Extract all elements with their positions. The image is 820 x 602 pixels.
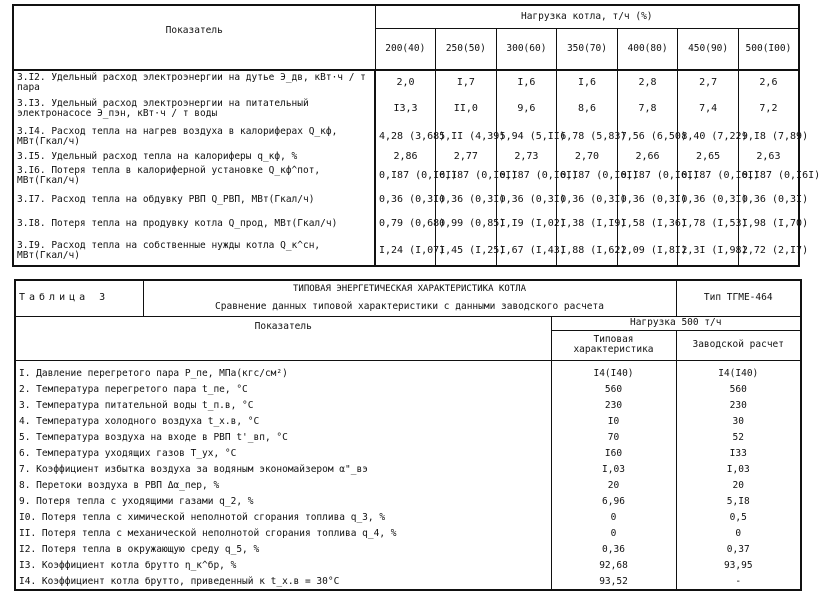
row-value-factory: 93,95 [676,558,801,574]
row-value-typical: 20 [551,478,676,494]
row-value-typical: 0 [551,526,676,542]
row-value: I,78 (I,53) [678,212,739,236]
row-value-factory: 0,37 [676,542,801,558]
row-label: I2. Потеря тепла в окружающую среду q_5, % [15,542,551,558]
row-value-typical: I60 [551,446,676,462]
row-value-factory: 5,I8 [676,494,801,510]
row-value: 0,I87 (0,I6I) [678,164,739,188]
row-value: I,I9 (I,02) [496,212,557,236]
row-value: 0,79 (0,68) [375,212,436,236]
column-header-typical: Типовая характеристика [551,330,676,360]
table-row [13,188,799,212]
row-value: 2,3I (I,98) [678,236,739,266]
table-row [13,124,799,150]
row-value: 2,6 [738,70,799,94]
row-value: 0,36 (0,3I) [557,188,618,212]
row-value: 2,77 [436,150,497,164]
column-header-parameter: Показатель [13,5,375,70]
load-header: Нагрузка 500 т/ч [551,316,801,330]
row-label: 3.I5. Удельный расход тепла на калориферы q_кф, % [13,150,375,164]
row-value: 2,8 [617,70,678,94]
row-value: 2,86 [375,150,436,164]
row-value: II,0 [436,94,497,124]
row-value: 5,94 (5,II) [496,124,557,150]
row-value: I,88 (I,62) [557,236,618,266]
load-column-header: 300(60) [496,29,557,71]
row-value: I,38 (I,I9) [557,212,618,236]
row-value: 0,99 (0,85) [436,212,497,236]
row-label: 3. Температура питательной воды t_п.в, °C [15,398,551,414]
row-value: 0,I87 (0,I6I) [738,164,799,188]
table-row [13,150,799,164]
row-label: 3.I7. Расход тепла на обдувку РВП Q_РВП, МВт(Гкал/ч) [13,188,375,212]
row-value: 2,70 [557,150,618,164]
table-row [13,236,799,266]
table-row [13,94,799,124]
row-value-factory: I,03 [676,462,801,478]
table-row [15,366,801,382]
row-label: I4. Коэффициент котла брутто, приведенный к t_х.в = 30°C [15,574,551,590]
row-value-typical: 560 [551,382,676,398]
row-value-typical: 0 [551,510,676,526]
row-value: I,67 (I,43) [496,236,557,266]
row-value: 0,36 (0,3I) [496,188,557,212]
row-value-typical: I,03 [551,462,676,478]
table-row [15,430,801,446]
table-row [15,398,801,414]
row-label: I3. Коэффициент котла брутто η_к^бр, % [15,558,551,574]
row-value: I,6 [496,70,557,94]
row-label: 9. Потеря тепла с уходящими газами q_2, % [15,494,551,510]
row-label: 6. Температура уходящих газов Т_ух, °C [15,446,551,462]
row-value: I,58 (I,36) [617,212,678,236]
table-number: Таблица 3 [15,280,143,316]
row-value: 5,II (4,39) [436,124,497,150]
load-column-header: 500(I00) [738,29,799,71]
row-value-typical: I4(I40) [551,366,676,382]
title-line-2: Сравнение данных типовой характеристики с данными заводского расчета [215,301,604,313]
row-value: 2,66 [617,150,678,164]
table-3-comparison [14,279,802,591]
table-row [15,542,801,558]
row-value-factory: I4(I40) [676,366,801,382]
table-row [15,462,801,478]
row-value: 0,I87 (0,I6I) [436,164,497,188]
row-value-typical: 230 [551,398,676,414]
load-header: Нагрузка котла, т/ч (%) [375,5,799,29]
row-value-factory: 52 [676,430,801,446]
load-column-header: 250(50) [436,29,497,71]
row-value: 7,8 [617,94,678,124]
row-value: 7,2 [738,94,799,124]
row-value: 2,73 [496,150,557,164]
row-value: 2,7 [678,70,739,94]
row-value-typical: I0 [551,414,676,430]
table-unit-consumption [12,4,820,267]
table-row [15,494,801,510]
table-row [13,70,799,94]
row-value: 4,28 (3,68) [375,124,436,150]
row-value: 0,36 (0,3I) [617,188,678,212]
table-row [13,212,799,236]
row-value: I,45 (I,25) [436,236,497,266]
row-label: II. Потеря тепла с механической неполнотой сгорания топлива q_4, % [15,526,551,542]
column-header-factory: Заводской расчет [676,330,801,360]
row-value-factory: 0,5 [676,510,801,526]
table-row [15,574,801,590]
row-label: 3.I6. Потеря тепла в калориферной установке Q_кф^пот, МВт(Гкал/ч) [13,164,375,188]
row-value: 8,40 (7,22) [678,124,739,150]
row-value-typical: 92,68 [551,558,676,574]
table-row [15,510,801,526]
table-title [143,280,676,316]
row-value-factory: 230 [676,398,801,414]
row-value: 0,36 (0,3I) [436,188,497,212]
row-value: 0,I87 (0,I6I) [375,164,436,188]
row-value: 9,I8 (7,89) [738,124,799,150]
row-label: 3.I2. Удельный расход электроэнергии на дутье Э_дв, кВт·ч / т пара [13,70,375,94]
table-row [15,526,801,542]
load-column-header: 450(90) [678,29,739,71]
row-value: 6,78 (5,83) [557,124,618,150]
table-row [15,558,801,574]
load-column-header: 350(70) [557,29,618,71]
row-label: 7. Коэффициент избытка воздуха за водяным экономайзером α"_вэ [15,462,551,478]
row-value-factory: I33 [676,446,801,462]
row-value: 0,I87 (0,I6I) [617,164,678,188]
row-value: I,7 [436,70,497,94]
row-value: 2,63 [738,150,799,164]
row-value-factory: 0 [676,526,801,542]
row-value: 9,6 [496,94,557,124]
title-line-1: ТИПОВАЯ ЭНЕРГЕТИЧЕСКАЯ ХАРАКТЕРИСТИКА КОТЛА [293,283,526,294]
row-value-factory: 20 [676,478,801,494]
row-value: 0,I87 (0,I6I) [557,164,618,188]
row-value: 2,65 [678,150,739,164]
table-row [15,414,801,430]
row-value: 0,I87 (0,I6I) [496,164,557,188]
row-label: 8. Перетоки воздуха в РВП Δα_пер, % [15,478,551,494]
row-value-typical: 0,36 [551,542,676,558]
row-value: 2,72 (2,I7) [738,236,799,266]
table-row [15,382,801,398]
boiler-type: Тип ТГМЕ-464 [676,280,801,316]
row-label: I0. Потеря тепла с химической неполнотой сгорания топлива q_3, % [15,510,551,526]
row-value: 0,36 (0,3I) [678,188,739,212]
row-value: I,98 (I,70) [738,212,799,236]
row-value: 7,56 (6,50) [617,124,678,150]
row-label: I. Давление перегретого пара P_пе, МПа(кгс/см²) [15,366,551,382]
row-label: 3.I8. Потеря тепла на продувку котла Q_прод, МВт(Гкал/ч) [13,212,375,236]
row-value: 7,4 [678,94,739,124]
row-value: I,6 [557,70,618,94]
table-row [15,478,801,494]
row-value: 0,36 (0,3I) [375,188,436,212]
table-row [15,446,801,462]
row-label: 3.I3. Удельный расход электроэнергии на питательный электронасосе Э_пэн, кВт·ч / т воды [13,94,375,124]
row-value: 0,36 (0,3I) [738,188,799,212]
load-column-header: 200(40) [375,29,436,71]
load-column-header: 400(80) [617,29,678,71]
row-label: 5. Температура воздуха на входе в РВП t'_вп, °C [15,430,551,446]
row-label: 3.I9. Расход тепла на собственные нужды котла Q_к^сн, МВт(Гкал/ч) [13,236,375,266]
column-header-parameter: Показатель [15,316,551,360]
row-label: 2. Температура перегретого пара t_пе, °C [15,382,551,398]
row-value: 8,6 [557,94,618,124]
row-value-typical: 70 [551,430,676,446]
row-label: 4. Температура холодного воздуха t_х.в, °C [15,414,551,430]
table-row [13,164,799,188]
row-label: 3.I4. Расход тепла на нагрев воздуха в калориферах Q_кф, МВт(Гкал/ч) [13,124,375,150]
row-value-typical: 93,52 [551,574,676,590]
row-value-factory: 560 [676,382,801,398]
row-value: 2,0 [375,70,436,94]
row-value-typical: 6,96 [551,494,676,510]
row-value: I3,3 [375,94,436,124]
row-value-factory: 30 [676,414,801,430]
row-value: 2,09 (I,8I) [617,236,678,266]
row-value-factory: - [676,574,801,590]
row-value: I,24 (I,07) [375,236,436,266]
